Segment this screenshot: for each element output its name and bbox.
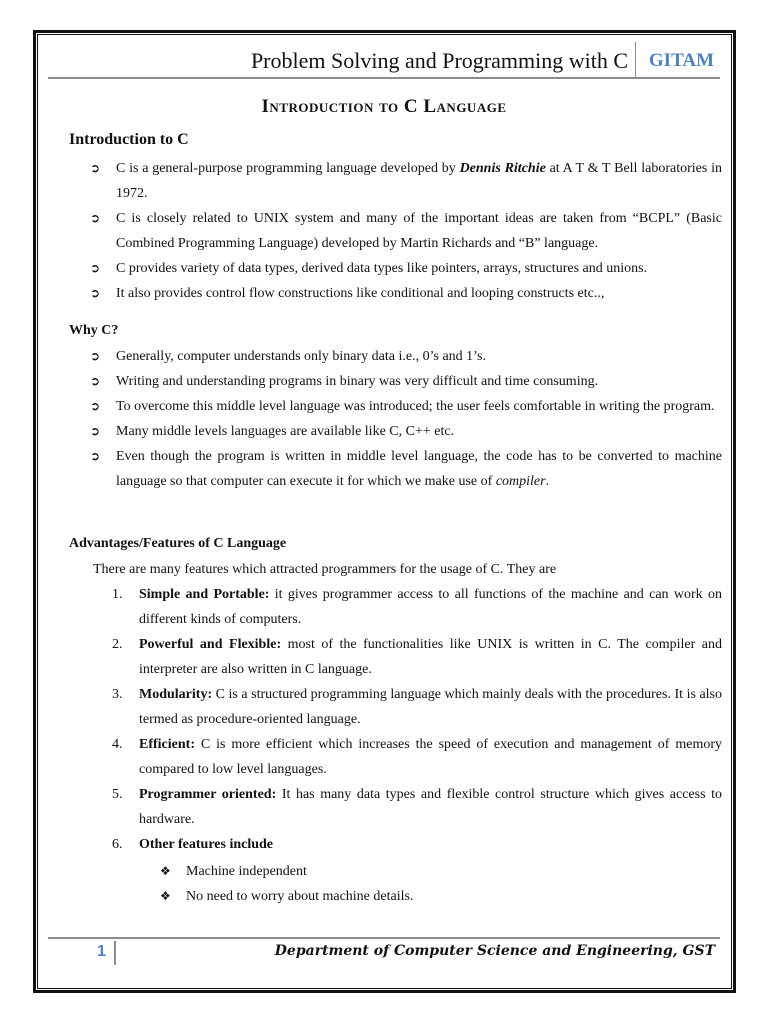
footer-separator bbox=[114, 941, 116, 965]
arrow-bullet-icon: ➲ bbox=[90, 399, 101, 413]
arrow-bullet-icon: ➲ bbox=[90, 286, 101, 300]
other-features-list bbox=[160, 859, 560, 909]
list-item: ➲ Even though the program is written in middle level language, the code has to be converted to machine language so that computer can execute it for which we make use of compiler. bbox=[90, 444, 722, 494]
section-heading-advantages: Advantages/Features of C Language bbox=[69, 536, 287, 551]
arrow-bullet-icon: ➲ bbox=[90, 449, 101, 463]
list-item: ❖ Machine independent bbox=[160, 859, 560, 884]
list-item: 6. Other features include bbox=[112, 837, 274, 852]
list-item: ➲ C provides variety of data types, derived data types like pointers, arrays, structures and unions. bbox=[90, 256, 722, 281]
advantages-intro: There are many features which attracted programmers for the usage of C. They are bbox=[93, 562, 557, 577]
diamond-bullet-icon: ❖ bbox=[160, 889, 171, 903]
arrow-bullet-icon: ➲ bbox=[90, 211, 101, 225]
list-item: 4. Efficient: C is more efficient which increases the speed of execution and management of memory compared to low level languages. bbox=[112, 737, 722, 777]
intro-bullet-list bbox=[90, 156, 722, 306]
page-footer bbox=[48, 937, 720, 963]
list-item: ➲ C is a general-purpose programming language developed by Dennis Ritchie at A T & T Bell laboratories in 1972. bbox=[90, 156, 722, 206]
arrow-bullet-icon: ➲ bbox=[90, 374, 101, 388]
list-item: ➲ It also provides control flow constructions like conditional and looping constructs etc.., bbox=[90, 281, 722, 306]
list-item: ➲ Writing and understanding programs in binary was very difficult and time consuming. bbox=[90, 369, 722, 394]
list-item: ❖ No need to worry about machine details. bbox=[160, 884, 560, 909]
section-heading-intro: Introduction to C bbox=[69, 131, 189, 148]
document-title: Introduction to C Language bbox=[261, 96, 507, 117]
header-title: Problem Solving and Programming with C bbox=[250, 48, 628, 73]
list-item: 5. Programmer oriented: It has many data types and flexible control structure which gives access to hardware. bbox=[112, 787, 723, 827]
arrow-bullet-icon: ➲ bbox=[90, 424, 101, 438]
list-item: ➲ To overcome this middle level language was introduced; the user feels comfortable in writing the program. bbox=[90, 394, 722, 419]
list-item: ➲ C is closely related to UNIX system and many of the important ideas are taken from “BCPL” (Basic Combined Programming Language) developed by Martin Richards and “B” language. bbox=[90, 206, 722, 256]
section-heading-why-c: Why C? bbox=[69, 323, 119, 338]
arrow-bullet-icon: ➲ bbox=[90, 349, 101, 363]
list-item: ➲ Many middle levels languages are available like C, C++ etc. bbox=[90, 419, 722, 444]
list-item: 1. Simple and Portable: it gives programmer access to all functions of the machine and can work on different kinds of computers. bbox=[112, 587, 722, 627]
advantages-numbered-list bbox=[112, 582, 722, 857]
header-separator bbox=[635, 42, 636, 77]
why-c-bullet-list bbox=[90, 344, 722, 494]
page-number: 1 bbox=[97, 943, 106, 960]
list-item: 2. Powerful and Flexible: most of the functionalities like UNIX is written in C. The compiler and interpreter are also written in C language. bbox=[112, 637, 722, 677]
arrow-bullet-icon: ➲ bbox=[90, 161, 101, 175]
footer-department: Department of Computer Science and Engineering, GST bbox=[274, 943, 715, 959]
diamond-bullet-icon: ❖ bbox=[160, 864, 171, 878]
arrow-bullet-icon: ➲ bbox=[90, 261, 101, 275]
header-brand: GITAM bbox=[648, 50, 714, 71]
list-item: ➲ Generally, computer understands only binary data i.e., 0’s and 1’s. bbox=[90, 344, 722, 369]
list-item: 3. Modularity: C is a structured programming language which mainly deals with the procedures. It is also termed as procedure-oriented language. bbox=[112, 687, 722, 727]
page-header bbox=[48, 42, 720, 79]
